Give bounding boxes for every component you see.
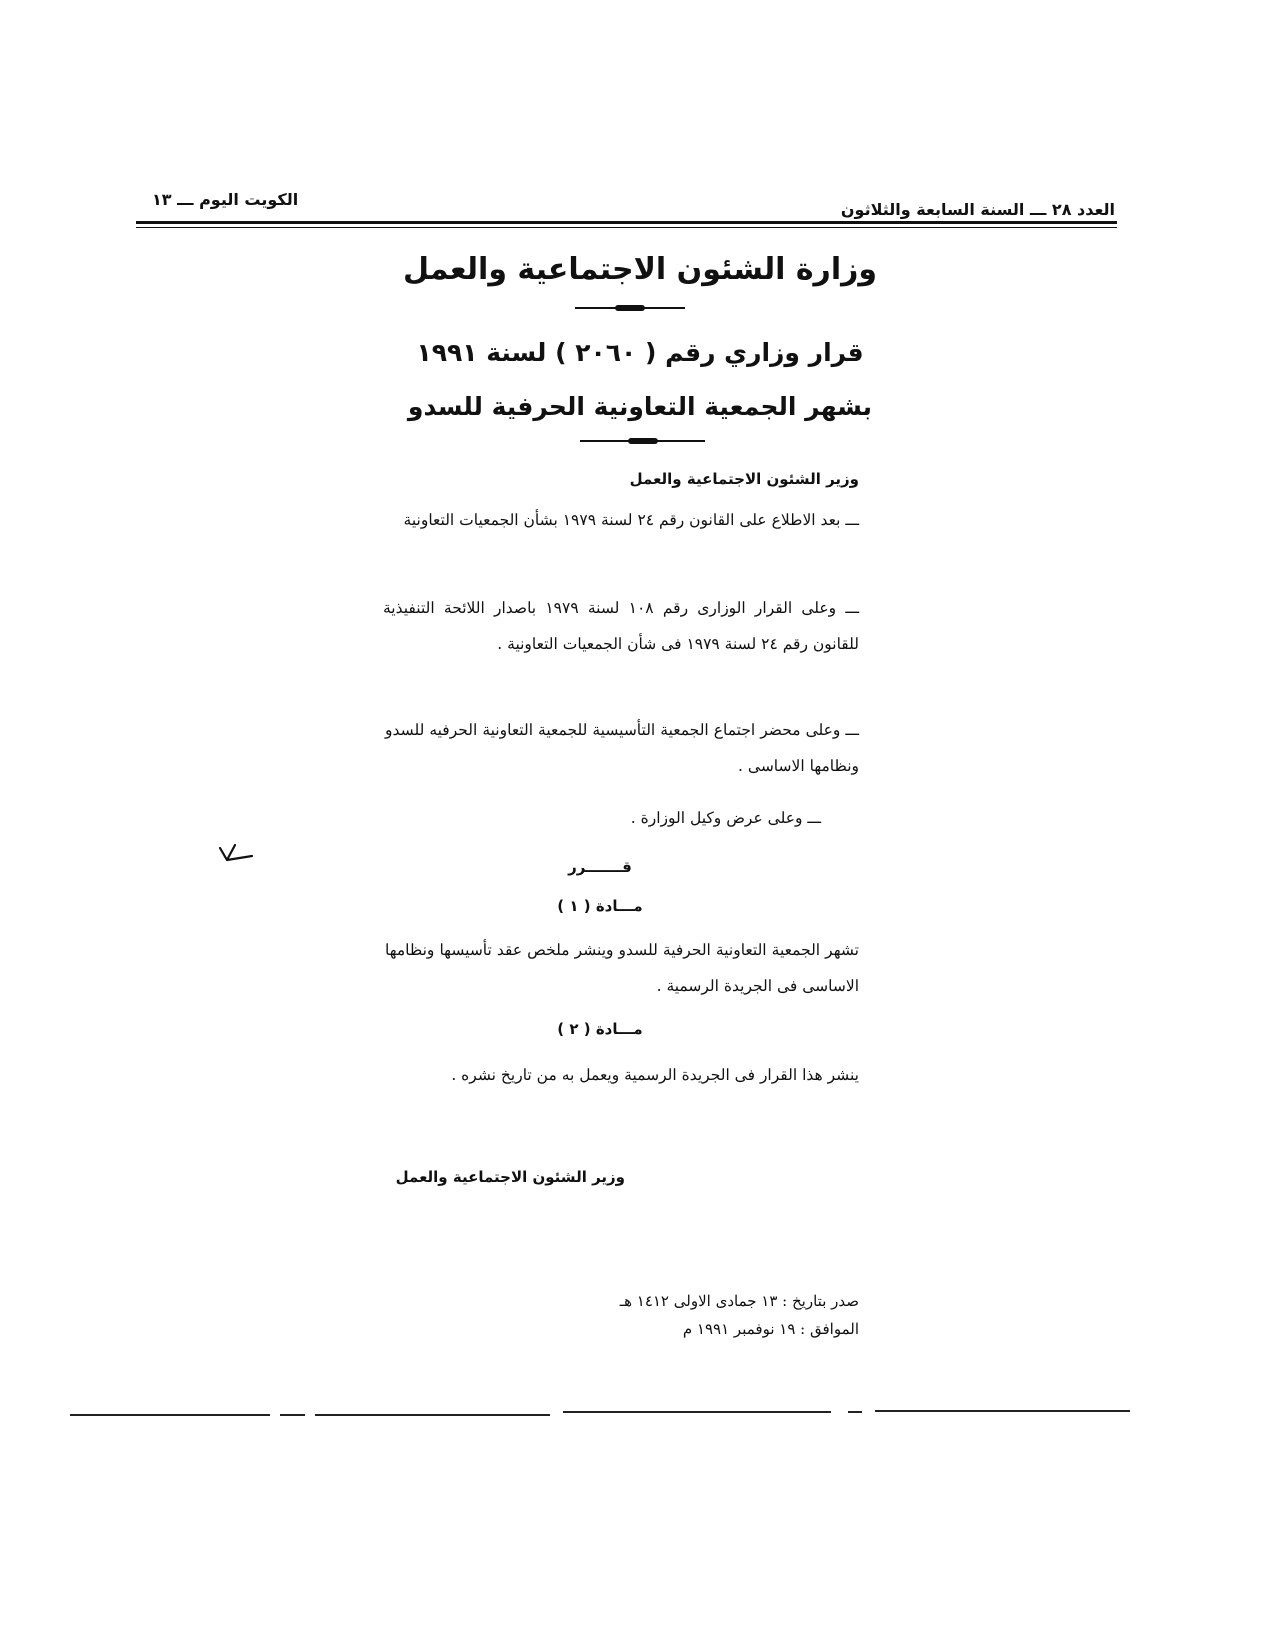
footer-rule-segment bbox=[280, 1414, 305, 1416]
ornament-divider-1 bbox=[575, 307, 685, 309]
decree-subject: بشهر الجمعية التعاونية الحرفية للسدو bbox=[407, 392, 873, 421]
header-rule-thick bbox=[136, 221, 1117, 224]
signature-title: وزير الشئون الاجتماعية والعمل bbox=[395, 1168, 625, 1186]
issue-date-gregorian: الموافق : ١٩ نوفمبر ١٩٩١ م bbox=[682, 1320, 859, 1338]
article-heading: مـــادة ( ١ ) bbox=[557, 897, 643, 915]
footer-rule-segment bbox=[875, 1410, 1130, 1412]
preamble-clause: ـــ بعد الاطلاع على القانون رقم ٢٤ لسنة ١٩٧٩ بشأن الجمعيات التعاونية bbox=[403, 511, 859, 529]
footer-rule-segment bbox=[563, 1411, 831, 1413]
handwritten-check-mark bbox=[218, 842, 258, 866]
decree-title: قرار وزاري رقم ( ٢٠٦٠ ) لسنة ١٩٩١ bbox=[416, 338, 864, 367]
issue-date-hijri: صدر بتاريخ : ١٣ جمادى الاولى ١٤١٢ هـ bbox=[619, 1292, 859, 1310]
footer-rule-segment bbox=[70, 1414, 270, 1416]
page-info: الكويت اليوم ـــ ١٣ bbox=[152, 190, 299, 209]
article-text: ينشر هذا القرار فى الجريدة الرسمية ويعمل به من تاريخ نشره . bbox=[451, 1066, 859, 1084]
article-heading: مـــادة ( ٢ ) bbox=[557, 1020, 643, 1038]
resolves-heading: قـــــــرر bbox=[568, 858, 632, 876]
issue-info: العدد ٢٨ ـــ السنة السابعة والثلاثون bbox=[840, 200, 1115, 219]
header-rule-thin bbox=[136, 227, 1117, 228]
article-text: تشهر الجمعية التعاونية الحرفية للسدو وينشر ملخص عقد تأسيسها ونظامها الاساسى فى الجريدة الرسمية . bbox=[385, 941, 859, 995]
ministry-name: وزارة الشئون الاجتماعية والعمل bbox=[402, 252, 878, 287]
preamble-clause: ـــ وعلى محضر اجتماع الجمعية التأسيسية للجمعية التعاونية الحرفيه للسدو ونظامها الاساسى . bbox=[385, 721, 859, 775]
preamble-clause: ـــ وعلى القرار الوزارى رقم ١٠٨ لسنة ١٩٧٩ باصدار اللائحة التنفيذية للقانون رقم ٢٤ لسنة ١٩٧٩ فى شأن الجمعيات التعاونية . bbox=[383, 599, 859, 653]
preamble-authority: وزير الشئون الاجتماعية والعمل bbox=[629, 470, 859, 488]
footer-rule-segment bbox=[848, 1411, 862, 1413]
preamble-clause: ـــ وعلى عرض وكيل الوزارة . bbox=[630, 809, 821, 827]
footer-rule-segment bbox=[315, 1414, 550, 1416]
ornament-divider-2 bbox=[580, 440, 705, 442]
